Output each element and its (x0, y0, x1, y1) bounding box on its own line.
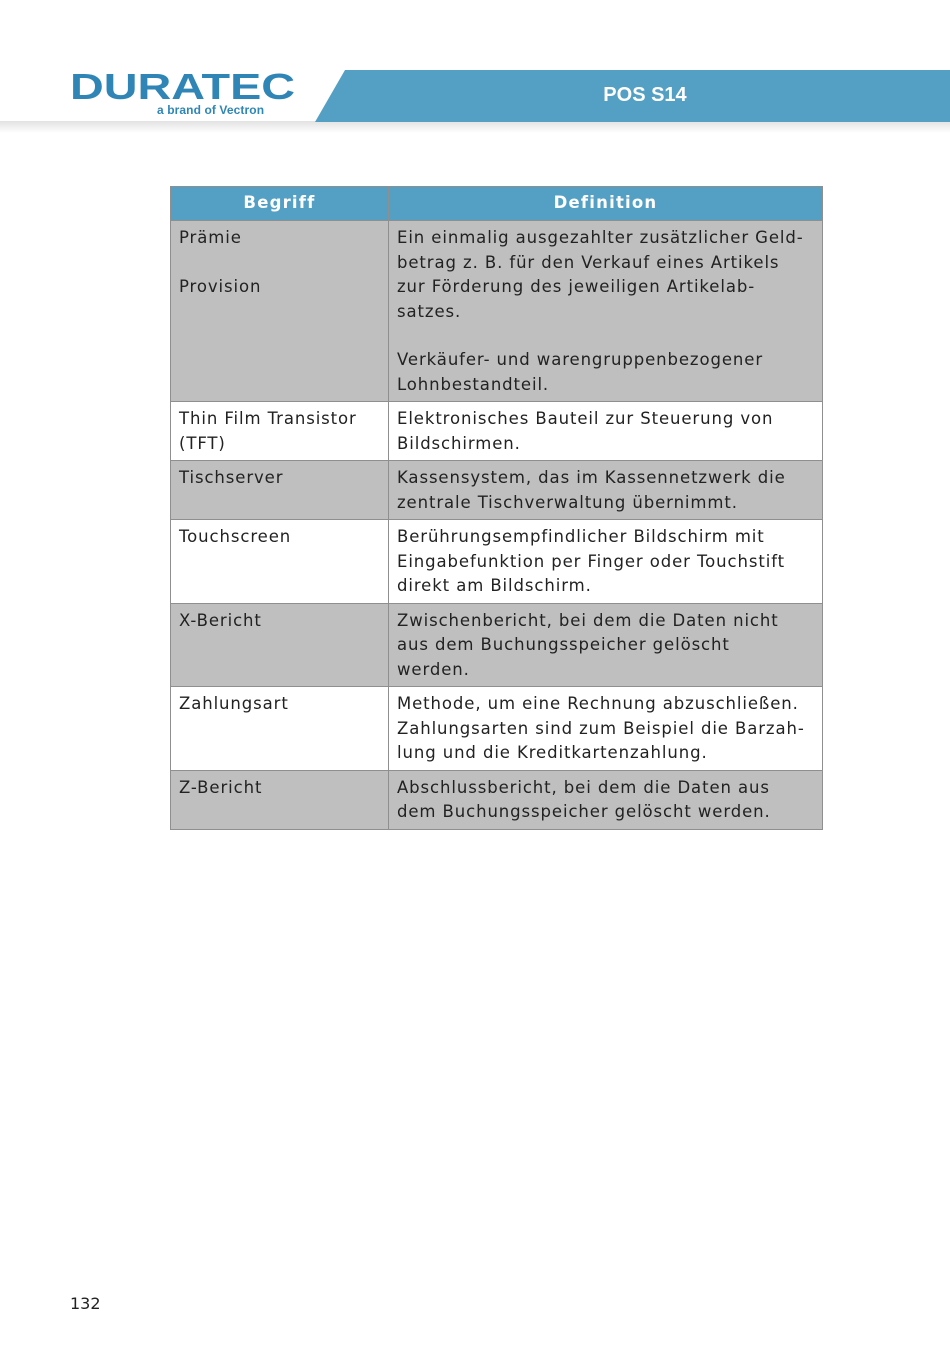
term-cell (171, 402, 389, 461)
brand-subtitle: a brand of Vectron (157, 103, 265, 117)
term-cell (171, 520, 389, 604)
term-text: Touchscreen (179, 527, 292, 546)
definition-text: Berührungsempfindlicher Bildschirm mit Eingabefunktion per Finger oder Touchstift direkt am Bildschirm. (397, 527, 785, 595)
definition-cell (389, 603, 823, 687)
definition-text: Abschlussbericht, bei dem die Daten aus dem Buchungsspeicher gelöscht werden. (397, 777, 771, 821)
table-row (171, 520, 823, 604)
table-row (171, 687, 823, 771)
term-cell (171, 770, 389, 829)
table-row (171, 603, 823, 687)
page-number: 132 (70, 1294, 101, 1313)
term-text: Thin Film Transistor (TFT) (179, 409, 357, 453)
definition-cell (389, 520, 823, 604)
definition-text: Kassensystem, das im Kassennetzwerk die zentrale Tischverwaltung übernimmt. (397, 468, 786, 512)
term-cell (171, 603, 389, 687)
definition-text: Elektronisches Bauteil zur Steuerung von Bildschirmen. (397, 409, 774, 453)
table-row (171, 402, 823, 461)
term-cell (171, 221, 389, 402)
term-text: Prämie (179, 228, 242, 247)
definition-text: Verkäufer- und warengruppenbezogener Lohnbestandteil. (397, 350, 764, 394)
definition-cell (389, 221, 823, 402)
term-text: Zahlungsart (179, 694, 289, 713)
column-header-term: Begriff (171, 187, 389, 221)
term-cell (171, 687, 389, 771)
definition-text: Zwischenbericht, bei dem die Daten nicht aus dem Buchungsspeicher gelöscht werden. (397, 610, 779, 679)
table-row (171, 461, 823, 520)
entry-spacer (179, 251, 380, 275)
definition-cell (389, 402, 823, 461)
table-header-row (171, 187, 823, 221)
term-text: Provision (179, 276, 262, 296)
table-row (171, 221, 823, 402)
definition-text: Ein einmalig ausgezahlter zusätzlicher Geld- betrag z. B. für den Verkauf eines Artikels zur Förderung des jeweiligen Artikelab- satzes. (397, 228, 804, 321)
term-cell (171, 461, 389, 520)
entry-spacer (397, 324, 814, 348)
column-header-definition: Definition (389, 187, 823, 221)
definition-cell (389, 687, 823, 771)
term-text: Z-Bericht (179, 777, 263, 797)
table-row (171, 770, 823, 829)
glossary-table (170, 186, 823, 830)
term-text: Tischserver (179, 468, 284, 487)
header-shadow (0, 121, 950, 133)
definition-text: Methode, um eine Rechnung abzuschließen. Zahlungsarten sind zum Beispiel die Barzah- lung und die Kreditkartenzahlung. (397, 694, 805, 762)
product-title: POS S14 (603, 84, 687, 106)
brand-logo-text: DURATEC (70, 68, 295, 107)
definition-cell (389, 461, 823, 520)
term-text: X-Bericht (179, 610, 262, 630)
page-header (0, 0, 950, 135)
definition-cell (389, 770, 823, 829)
